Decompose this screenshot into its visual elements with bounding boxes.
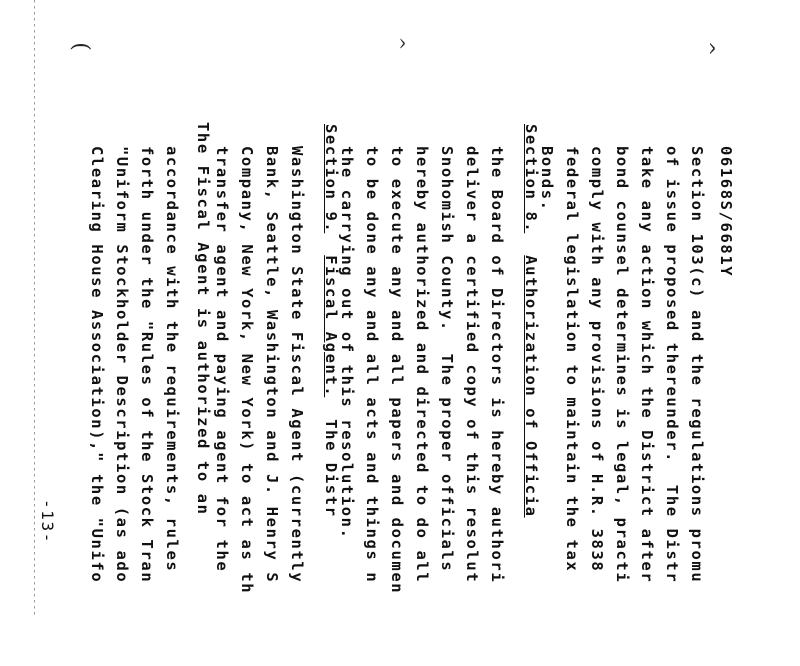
text-line: the Board of Directors is hereby authori (488, 146, 506, 584)
section-9-title-tail: The Distr (322, 419, 340, 518)
text-line: The Fiscal Agent is authorized to an (194, 122, 212, 516)
text-line: Section 103(c) and the regulations promu (688, 146, 706, 584)
text-line: comply with any provisions of H.R. 3838 (588, 146, 606, 573)
section-8-heading-line (522, 124, 540, 518)
text-line: Bank, Seattle, Washington and J. Henry S (263, 146, 281, 584)
text-line: Washington State Fiscal Agent (currently (288, 146, 306, 584)
text-line: take any action which the District after (638, 146, 656, 584)
text-line: the carrying out of this resolution. (338, 146, 356, 540)
section-9-title: Fiscal Agent. (322, 255, 340, 398)
text-line: Bonds. (538, 146, 556, 212)
section-9-heading: Section 9. (322, 124, 340, 234)
text-line: deliver a certified copy of this resolut (463, 146, 481, 584)
text-line: to be done any and all acts and things n (363, 146, 381, 584)
text-line: hereby authorized and directed to do all (413, 146, 431, 584)
text-line: Clearing House Association)," the "Unifo (88, 146, 106, 584)
scan-mark: ^ (697, 40, 719, 57)
text-line: accordance with the requirements, rules (163, 146, 181, 573)
text-line: Snohomish County. The proper officials (438, 146, 456, 573)
text-line: forth under the "Rules of the Stock Tran (138, 146, 156, 584)
section-9-heading-line (322, 124, 340, 518)
page-number: -13- (38, 499, 57, 544)
text-line: transfer agent and paying agent for the (213, 146, 231, 573)
text-line: federal legislation to maintain the tax (563, 146, 581, 573)
document-header: 06168S/6681Y (717, 146, 735, 278)
text-line: of issue proposed thereunder. The Distr (663, 146, 681, 584)
text-line: "Uniform Stockholder Description (as ado (113, 146, 131, 584)
text-line: to execute any and all papers and documen (388, 146, 406, 595)
section-8-title: Authorization of Officia (522, 255, 540, 518)
section-8-heading: Section 8. (522, 124, 540, 234)
scan-mark: ( (67, 42, 93, 51)
scan-mark: ^ (389, 36, 409, 51)
text-line: bond counsel determines is legal, practi (613, 146, 631, 584)
text-line: Company, New York, New York) to act as th (238, 146, 256, 595)
scan-edge-dots (34, 0, 35, 618)
